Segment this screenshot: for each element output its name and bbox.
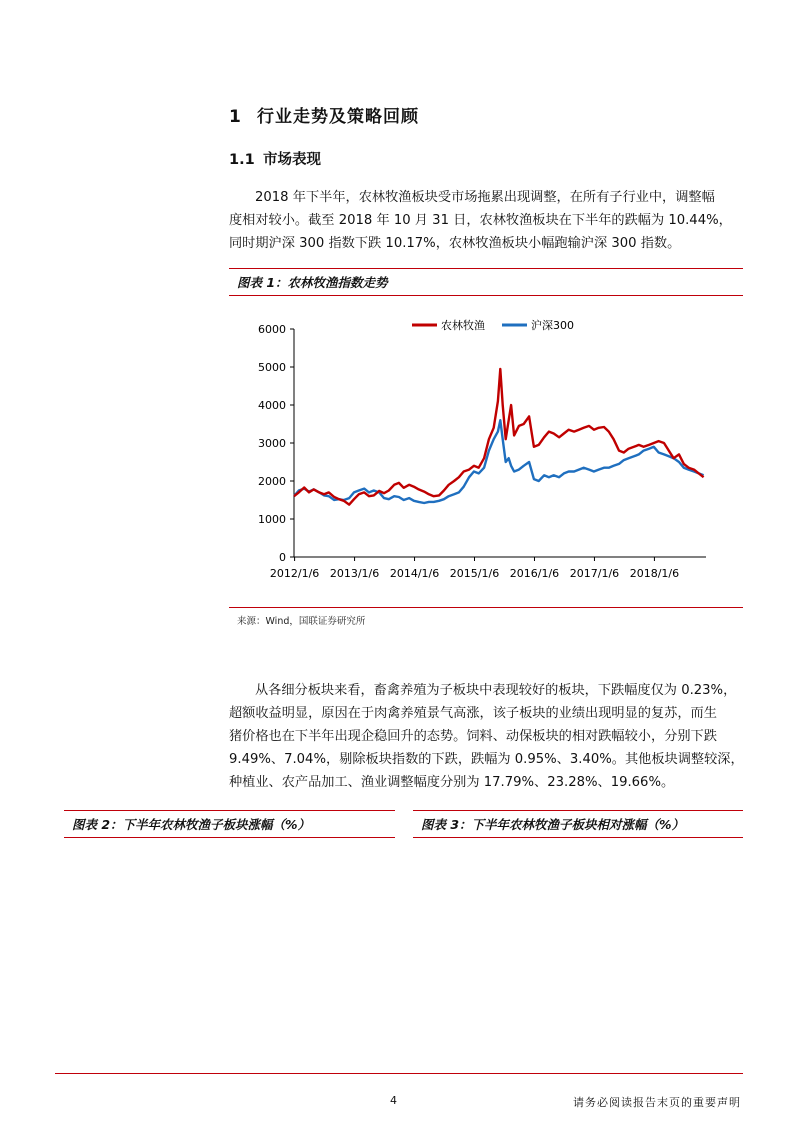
figure-3-title: 图表 3：下半年农林牧渔子板块相对涨幅（%） (413, 810, 743, 838)
subsection-heading (229, 148, 321, 169)
y-tick-label: 5000 (258, 361, 286, 374)
paragraph-market-performance (229, 186, 742, 255)
index-trend-chart (229, 300, 743, 590)
paragraph-line: 同时期沪深 300 指数下跌 10.17%，农林牧渔板块小幅跑输沪深 300 指数。 (229, 236, 681, 251)
figure-1-source: 来源：Wind，国联证券研究所 (237, 616, 366, 627)
subsection-number: 1.1 (229, 152, 255, 168)
x-tick-label: 2015/1/6 (449, 567, 500, 580)
y-tick-label: 4000 (258, 399, 286, 412)
figure-2-title: 图表 2：下半年农林牧渔子板块涨幅（%） (64, 810, 395, 838)
y-tick-label: 0 (279, 551, 286, 564)
paragraph-line: 超额收益明显，原因在于肉禽养殖景气高涨，该子板块的业绩出现明显的复苏，而生 (229, 706, 717, 721)
footer-disclaimer: 请务必阅读报告末页的重要声明 (573, 1096, 741, 1109)
legend-label: 农林牧渔 (441, 319, 485, 332)
paragraph-line: 2018 年下半年，农林牧渔板块受市场拖累出现调整，在所有子行业中，调整幅 (255, 190, 715, 205)
chart-series (294, 369, 704, 505)
page-number: 4 (390, 1094, 397, 1107)
series-line-1 (294, 420, 704, 503)
subsection-title: 市场表现 (263, 152, 321, 168)
x-axis (270, 557, 706, 580)
x-tick-label: 2016/1/6 (509, 567, 560, 580)
y-tick-label: 3000 (258, 437, 286, 450)
y-tick-label: 6000 (258, 323, 286, 336)
chart-legend (412, 318, 574, 332)
footer-divider (55, 1073, 743, 1074)
paragraph-sub-sectors (229, 679, 742, 794)
paragraph-line: 猪价格也在下半年出现企稳回升的态势。饲料、动保板块的相对跌幅较小，分别下跌 (229, 729, 717, 744)
y-tick-label: 2000 (258, 475, 286, 488)
legend-label: 沪深300 (531, 319, 574, 332)
y-axis (258, 323, 294, 564)
figure-1-source-divider (229, 607, 743, 608)
section-heading (229, 102, 419, 127)
x-tick-label: 2012/1/6 (269, 567, 320, 580)
paragraph-line: 从各细分板块来看，畜禽养殖为子板块中表现较好的板块，下跌幅度仅为 0.23%， (255, 683, 737, 698)
paragraph-line: 9.49%、7.04%，剔除板块指数的下跌，跌幅为 0.95%、3.40%。其他板块调整较深， (229, 752, 744, 767)
section-title: 行业走势及策略回顾 (257, 107, 419, 127)
x-tick-label: 2014/1/6 (389, 567, 440, 580)
x-tick-label: 2017/1/6 (569, 567, 620, 580)
paragraph-line: 度相对较小。截至 2018 年 10 月 31 日，农林牧渔板块在下半年的跌幅为 10.44%， (229, 213, 732, 228)
y-tick-label: 1000 (258, 513, 286, 526)
paragraph-line: 种植业、农产品加工、渔业调整幅度分别为 17.79%、23.28%、19.66%。 (229, 775, 675, 790)
x-tick-label: 2018/1/6 (629, 567, 680, 580)
section-number: 1 (229, 107, 242, 127)
x-tick-label: 2013/1/6 (329, 567, 380, 580)
series-line-0 (294, 369, 704, 505)
figure-1-title: 图表 1：农林牧渔指数走势 (229, 268, 743, 296)
